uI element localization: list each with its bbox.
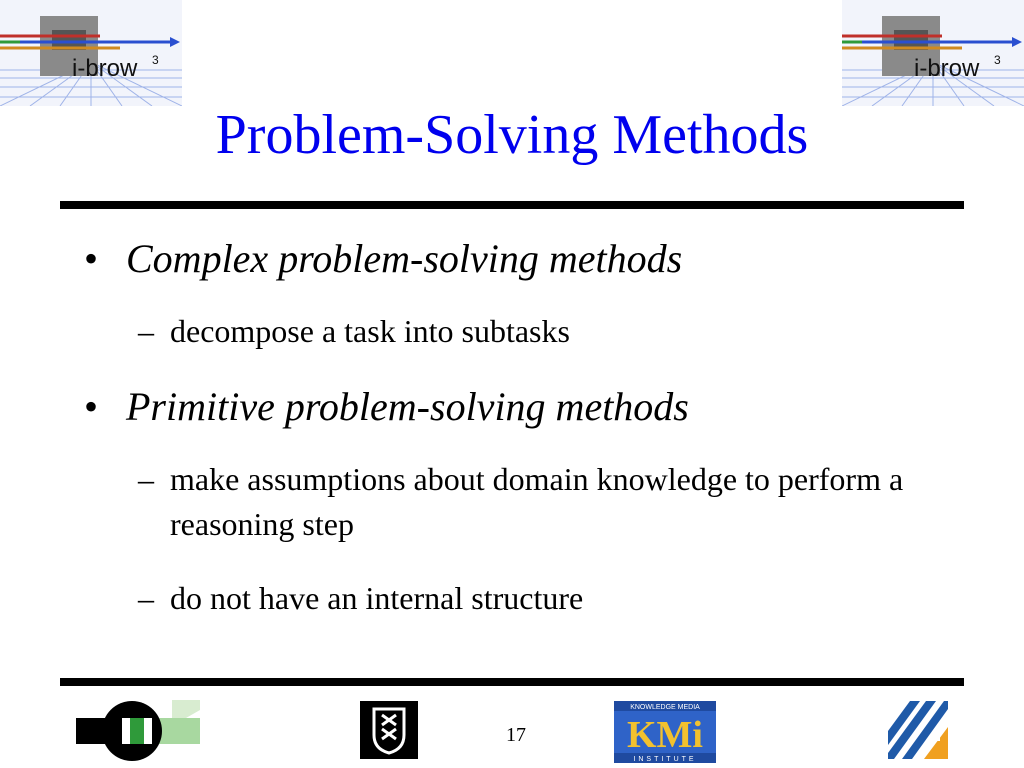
partner-logo-green bbox=[76, 700, 200, 762]
partner-logo-stripes bbox=[888, 701, 948, 759]
svg-text:KMi: KMi bbox=[627, 714, 703, 756]
sub-bullet-item bbox=[138, 309, 950, 354]
svg-text:KNOWLEDGE MEDIA: KNOWLEDGE MEDIA bbox=[630, 704, 700, 711]
footer-divider bbox=[60, 678, 964, 686]
dash-symbol: – bbox=[138, 580, 154, 616]
sub-bullet-item bbox=[138, 576, 950, 621]
sub-bullet-text: do not have an internal structure bbox=[170, 580, 584, 616]
svg-text:INSTITUTE: INSTITUTE bbox=[633, 756, 697, 763]
bullet-symbol: • bbox=[84, 236, 99, 281]
slide-title: Problem-Solving Methods bbox=[215, 104, 809, 166]
dash-symbol: – bbox=[138, 461, 154, 497]
sub-bullet-text: make assumptions about domain knowledge to perform a reasoning step bbox=[170, 461, 904, 542]
bullet-item bbox=[84, 236, 682, 282]
dash-symbol: – bbox=[138, 313, 154, 349]
svg-text:3: 3 bbox=[994, 53, 1001, 67]
bullet-item bbox=[84, 384, 689, 430]
svg-text:i-brow: i-brow bbox=[72, 55, 138, 82]
kmi-logo bbox=[614, 701, 716, 763]
page-number: 17 bbox=[506, 724, 526, 746]
svg-text:i-brow: i-brow bbox=[914, 55, 980, 82]
bullet-text: Complex problem-solving methods bbox=[126, 236, 683, 281]
bullet-text: Primitive problem-solving methods bbox=[126, 384, 689, 429]
university-crest-logo bbox=[360, 701, 418, 759]
sub-bullet-item bbox=[138, 457, 950, 547]
svg-text:3: 3 bbox=[152, 53, 159, 67]
sub-bullet-text: decompose a task into subtasks bbox=[170, 313, 570, 349]
bullet-symbol: • bbox=[84, 384, 99, 429]
